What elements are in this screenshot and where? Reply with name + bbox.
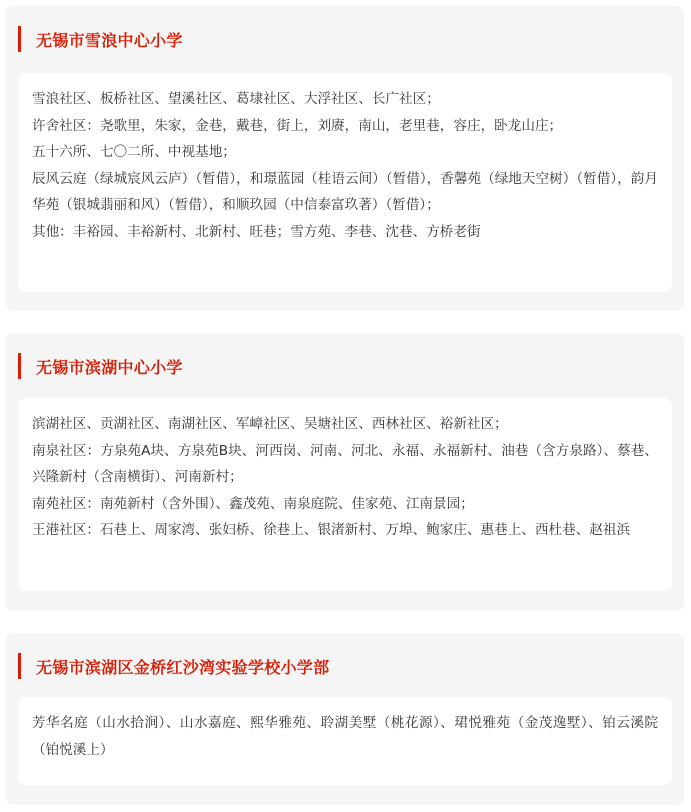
district-line: 王港社区：石巷上、周家湾、张妇桥、徐巷上、银渚新村、万埠、鲍家庄、惠巷上、西杜巷、赵祖浜 (32, 522, 631, 538)
district-line: 辰风云庭（绿城宸风云庐）（暂借），和璟蓝园（桂语云间）（暂借），香馨苑（绿地天空树）（暂借），韵月华苑（银城翡丽和风）（暂借），和顺玖园（中信泰富玖著）（暂借）； (32, 170, 658, 213)
accent-bar (18, 353, 21, 379)
district-line: 滨湖社区、贡湖社区、南湖社区、军嶂社区、吴塘社区、西林社区、裕新社区； (32, 416, 508, 432)
district-line: 许舍社区：尧歌里，朱家，金巷，戴巷，街上，刘赓，南山，老里巷，容庄，卧龙山庄； (32, 117, 563, 134)
district-line: 芳华名庭（山水拾涧）、山水嘉庭、熙华雅苑、聆湖美墅（桃花源）、珺悦雅苑（金茂逸墅）、铂云溪院（铂悦溪上） (32, 715, 658, 758)
section-header (18, 26, 183, 52)
school-title: 无锡市滨湖中心小学 (36, 357, 183, 377)
accent-bar (18, 26, 21, 52)
district-line: 其他：丰裕园、丰裕新村、北新村、旺巷；雪方苑、李巷、沈巷、方桥老街 (32, 223, 481, 240)
school-card-jinqiao (6, 633, 684, 805)
school-card-xuelang (6, 6, 684, 311)
district-line: 雪浪社区、板桥社区、望溪社区、葛埭社区、大浮社区、长广社区； (32, 91, 440, 107)
district-list (18, 73, 672, 292)
district-line: 南泉社区：方泉苑A块、方泉苑B块、河西岗、河南、河北、永福、永福新村、油巷（含方泉路）、蔡巷、兴隆新村（含南横街）、河南新村； (32, 442, 658, 485)
district-list (18, 398, 672, 591)
district-list (18, 697, 672, 785)
school-title: 无锡市雪浪中心小学 (36, 30, 183, 50)
district-line: 南苑社区：南苑新村（含外围）、鑫茂苑、南泉庭院、佳家苑、江南景园； (32, 495, 474, 512)
accent-bar (18, 653, 21, 679)
school-card-binhu (6, 333, 684, 611)
section-header (18, 353, 183, 379)
district-line: 五十六所、七〇二所、中视基地； (32, 144, 236, 160)
section-header (18, 653, 329, 679)
school-title: 无锡市滨湖区金桥红沙湾实验学校小学部 (36, 657, 330, 677)
